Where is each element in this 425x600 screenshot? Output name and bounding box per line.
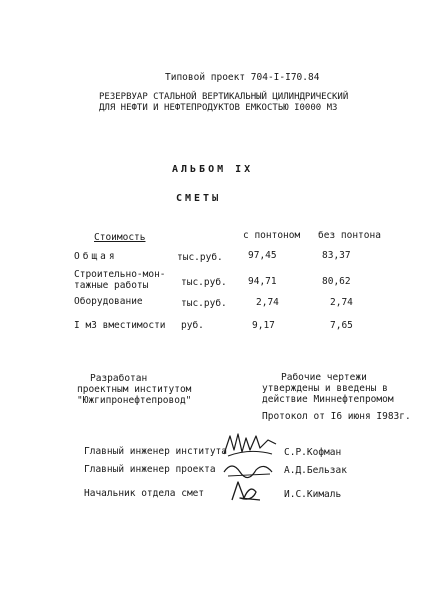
row-per-m3-unit: руб. [181,320,204,331]
album-subtitle: СМЕТЫ [176,193,222,204]
signature-scribble-2 [222,458,278,480]
signature-role-2: Главный инженер проекта [84,464,216,475]
row-construction-name-line1: Строительно-мон- [74,269,166,280]
row-construction-without: 80,62 [322,276,351,287]
header-without-pontoon: без понтона [318,230,381,241]
developer-line1: Разработан [90,373,148,384]
signature-scribble-3 [226,478,266,506]
developer-line3: "Южгипронефтепровод" [77,395,192,406]
signature-role-1: Главный инженер института [84,446,227,457]
header-cost: Стоимость [94,232,146,243]
developer-line2: проектным институтом [77,384,192,395]
row-equipment-unit: тыс.руб. [181,298,227,309]
row-per-m3-without: 7,65 [330,320,353,331]
album-label: АЛЬБОМ IX [172,164,254,175]
signature-scribble-1 [220,430,280,460]
row-per-m3-name: I м3 вместимости [74,320,166,331]
approval-line1: Рабочие чертежи [281,372,367,383]
signature-name-2: А.Д.Бельзак [284,465,347,476]
project-number: Типовой проект 704-I-I70.84 [165,72,320,83]
row-equipment-without: 2,74 [330,297,353,308]
approval-line3: действие Миннефтепромом [262,394,394,405]
signature-name-3: И.С.Кималь [284,489,342,500]
row-total-without: 83,37 [322,250,351,261]
signature-role-3: Начальник отдела смет [84,488,205,499]
row-total-with: 97,45 [248,250,277,261]
approval-line2: утверждены и введены в [262,383,388,394]
signature-name-1: С.Р.Кофман [284,447,342,458]
row-construction-name-line2: тажные работы [74,280,149,291]
row-total-unit: тыс.руб. [177,252,223,263]
row-per-m3-with: 9,17 [252,320,275,331]
row-construction-unit: тыс.руб. [181,277,227,288]
row-equipment-with: 2,74 [256,297,279,308]
document-title-line2: ДЛЯ НЕФТИ И НЕФТЕПРОДУКТОВ ЕМКОСТЬЮ I0000 М3 [99,103,338,113]
header-with-pontoon: с понтоном [243,230,301,241]
approval-line4: Протокол от I6 июня I983г. [262,411,411,422]
row-construction-with: 94,71 [248,276,277,287]
row-equipment-name: Оборудование [74,296,143,307]
row-total-name: Общая [74,251,118,262]
document-title-line1: РЕЗЕРВУАР СТАЛЬНОЙ ВЕРТИКАЛЬНЫЙ ЦИЛИНДРИЧЕСКИЙ [99,92,349,102]
